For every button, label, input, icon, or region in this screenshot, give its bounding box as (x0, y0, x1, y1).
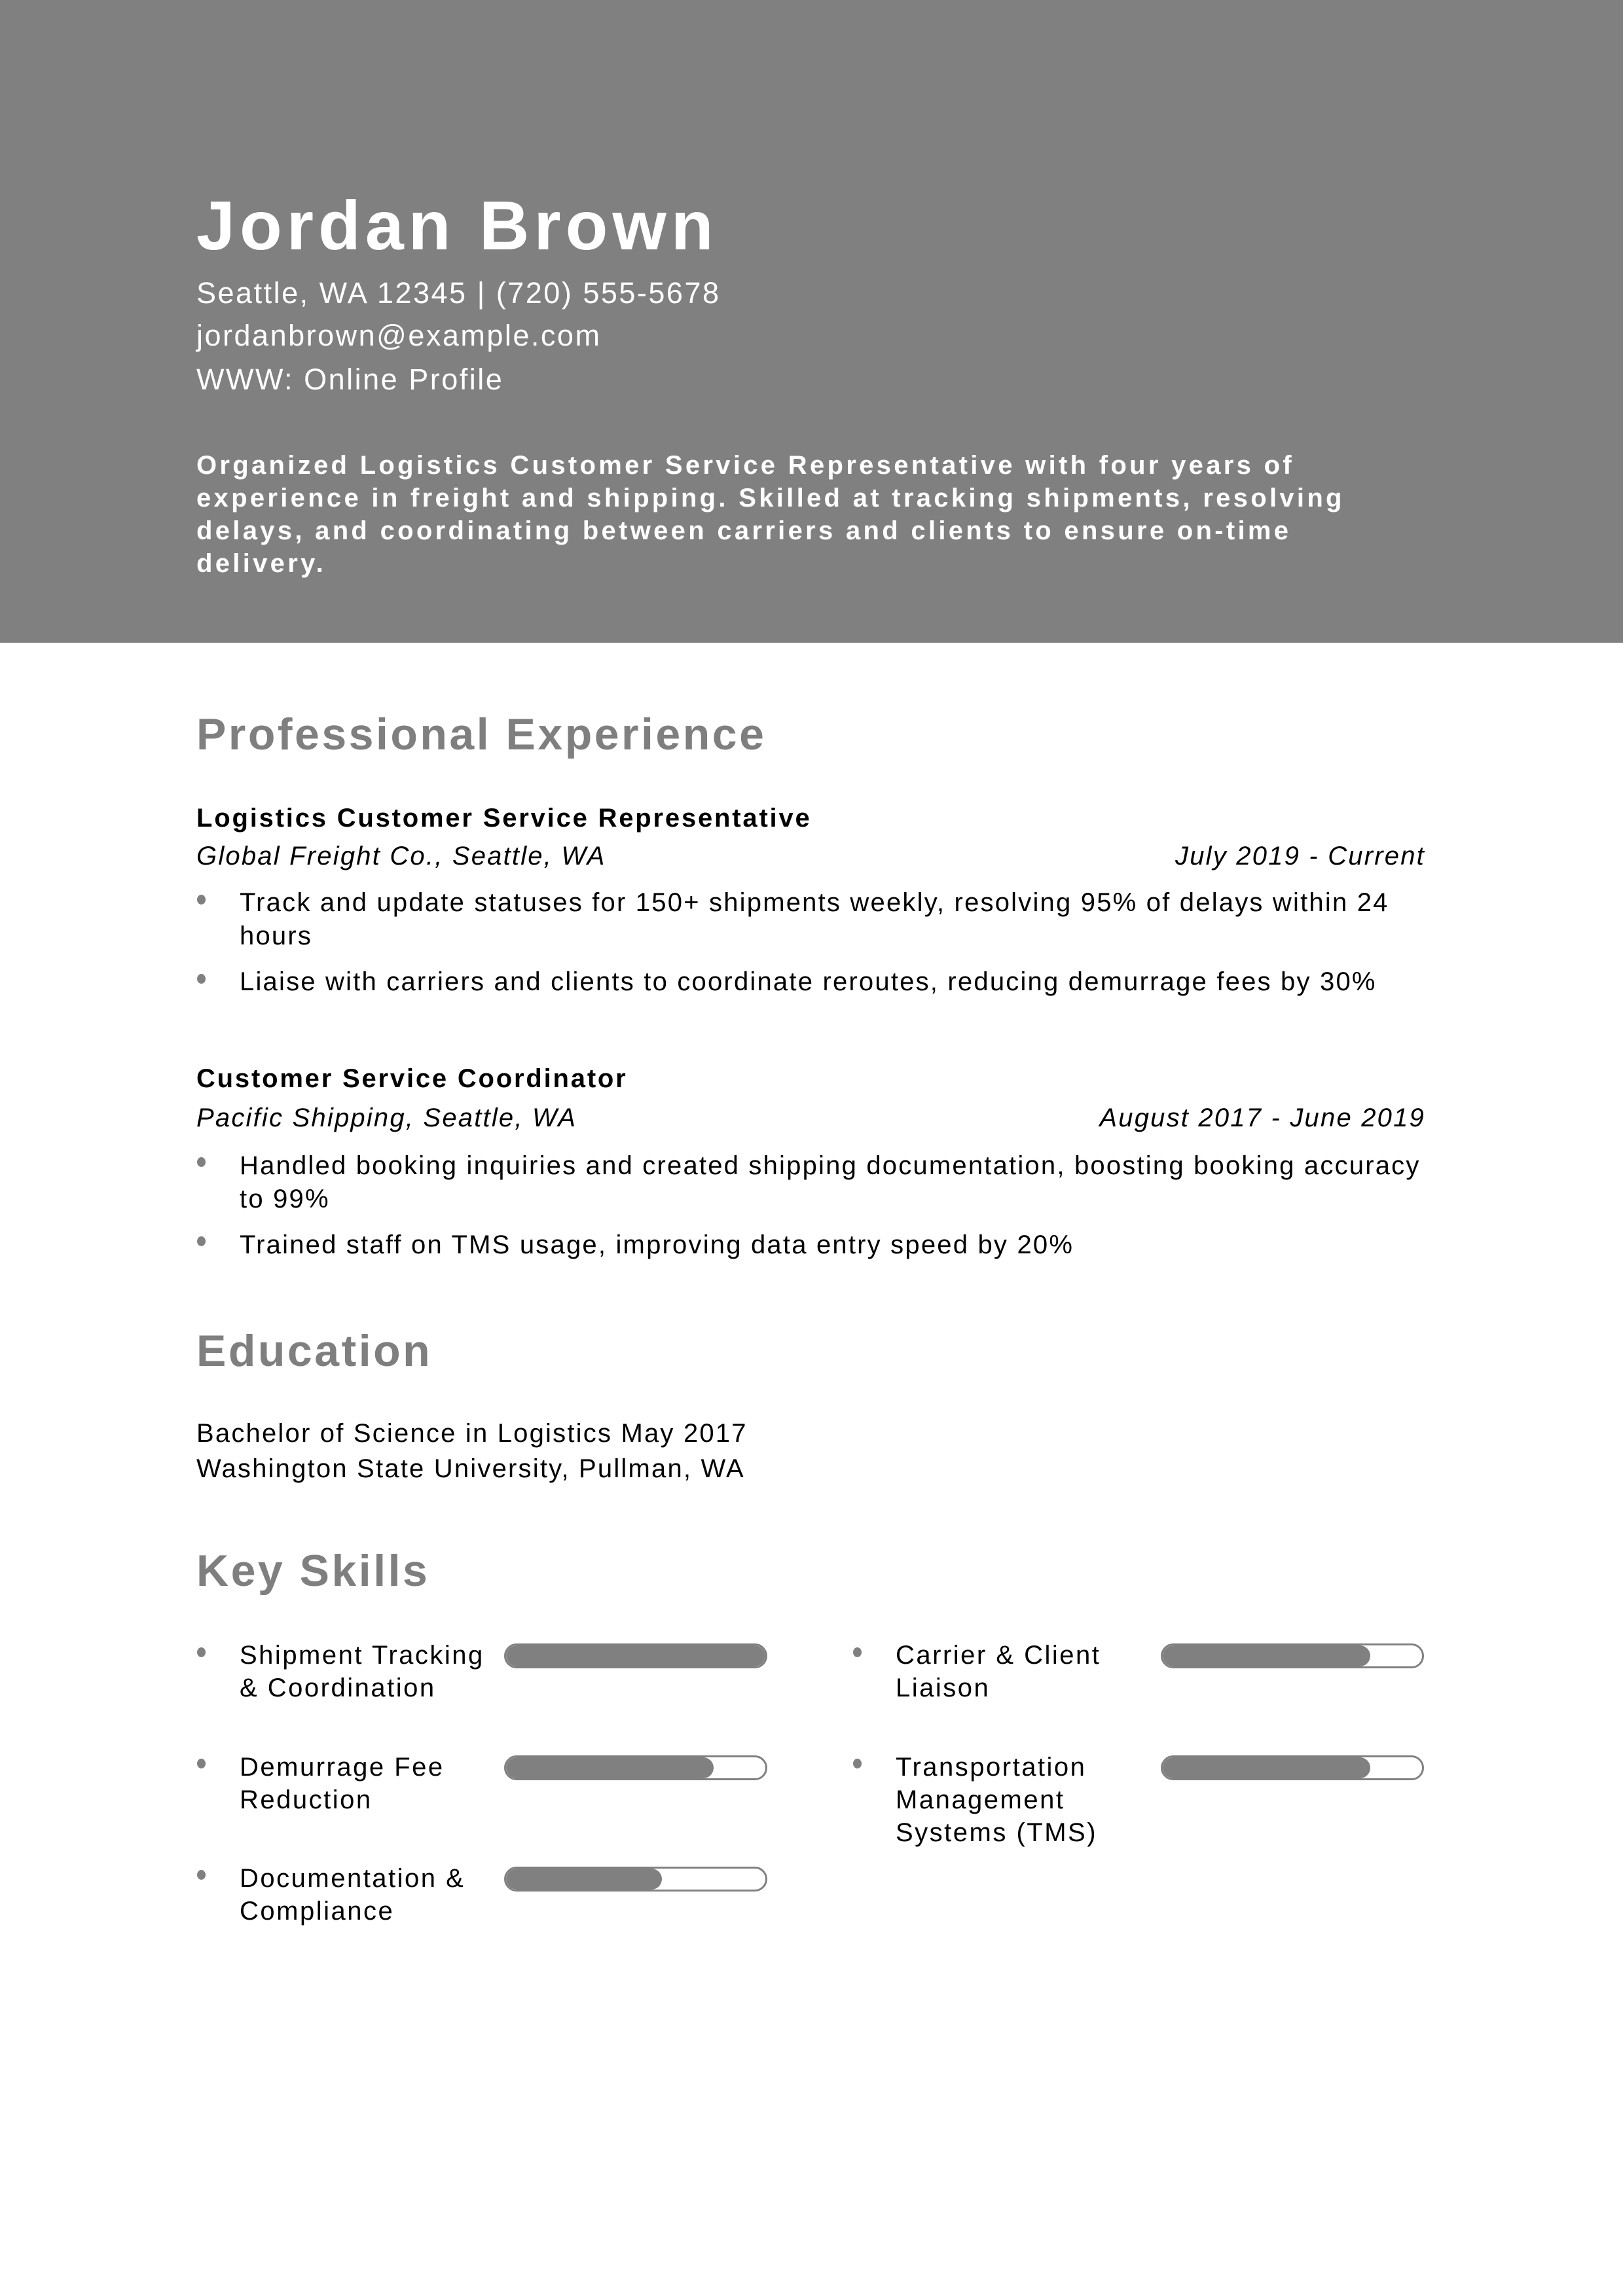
education-degree: Bachelor of Science in Logistics May 2017 (196, 1419, 748, 1448)
bullet-icon (197, 1236, 206, 1246)
education-school: Washington State University, Pullman, WA (196, 1454, 745, 1483)
job-title: Customer Service Coordinator (196, 1064, 628, 1093)
skill-level-fill (1163, 1645, 1370, 1666)
job-dates: July 2019 - Current (1175, 842, 1425, 870)
skill-level-bar (1161, 1643, 1424, 1668)
skill-level-bar (504, 1867, 767, 1892)
skill-label: Demurrage Fee Reduction (240, 1753, 445, 1814)
skill-label: Documentation & Compliance (240, 1864, 465, 1926)
bullet-icon (197, 1647, 206, 1657)
job-company: Pacific Shipping, Seattle, WA (196, 1103, 577, 1132)
professional-summary: Organized Logistics Customer Service Representative with four years of experience in freight and shipping. Skilled at tracking shipments, resolving delays, and coordinating between carriers and clients to ensure on-time delivery. (196, 451, 1345, 578)
job-bullet: Handled booking inquiries and created shipping documentation, boosting booking accuracy to 99% (240, 1151, 1421, 1213)
job-dates: August 2017 - June 2019 (1099, 1103, 1425, 1132)
bullet-icon (197, 1870, 206, 1880)
skill-level-bar (1161, 1755, 1424, 1780)
contact-website[interactable]: WWW: Online Profile (196, 363, 504, 396)
skill-level-bar (504, 1755, 767, 1780)
header-band (0, 0, 1623, 643)
skill-level-fill (506, 1645, 765, 1666)
bullet-icon (197, 895, 206, 905)
skill-level-fill (506, 1757, 714, 1778)
contact-email[interactable]: jordanbrown@example.com (196, 319, 602, 352)
skill-level-fill (1163, 1757, 1370, 1778)
job-title: Logistics Customer Service Representative (196, 804, 812, 833)
candidate-name: Jordan Brown (196, 187, 718, 264)
skills-heading: Key Skills (196, 1546, 430, 1596)
education-heading: Education (196, 1326, 433, 1376)
bullet-icon (853, 1647, 862, 1657)
job-bullet: Liaise with carriers and clients to coordinate reroutes, reducing demurrage fees by 30% (240, 967, 1377, 996)
skill-label: Shipment Tracking & Coordination (240, 1641, 484, 1702)
bullet-icon (197, 1759, 206, 1768)
skill-level-fill (506, 1869, 662, 1890)
skill-level-bar (504, 1643, 767, 1668)
bullet-icon (853, 1759, 862, 1768)
skill-label: Transportation Management Systems (TMS) (896, 1753, 1098, 1847)
contact-location-phone: Seattle, WA 12345 | (720) 555-5678 (196, 276, 721, 310)
bullet-icon (197, 974, 206, 984)
job-bullet: Trained staff on TMS usage, improving data entry speed by 20% (240, 1230, 1074, 1259)
job-company: Global Freight Co., Seattle, WA (196, 842, 606, 870)
skill-label: Carrier & Client Liaison (896, 1641, 1101, 1702)
job-bullet: Track and update statuses for 150+ shipments weekly, resolving 95% of delays within 24 hours (240, 888, 1389, 950)
bullet-icon (197, 1157, 206, 1167)
experience-heading: Professional Experience (196, 709, 767, 759)
